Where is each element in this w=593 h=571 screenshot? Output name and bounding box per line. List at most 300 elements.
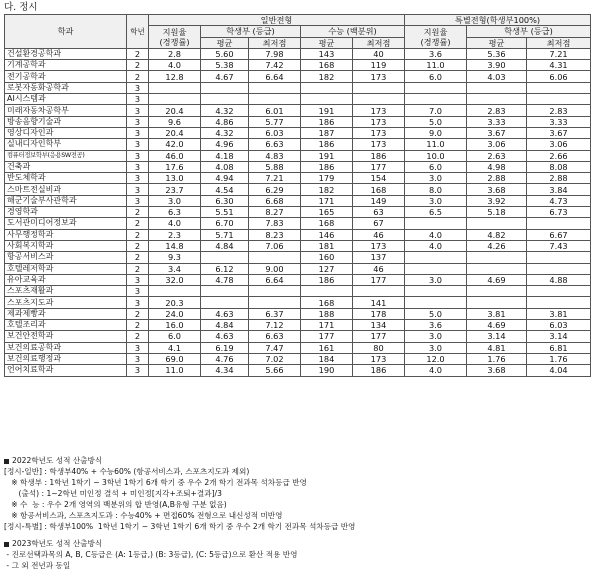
cell-s-min: 1.76 — [527, 353, 591, 364]
cell-yr: 2 — [127, 240, 149, 251]
cell-dept: 보건의료행정과 — [5, 353, 127, 364]
cell-g-sn-min: 149 — [353, 195, 405, 206]
cell-g-sn-min: 137 — [353, 252, 405, 263]
cell-s-min: 6.81 — [527, 342, 591, 353]
cell-s-avg — [467, 218, 527, 229]
cell-s-avg: 4.98 — [467, 161, 527, 172]
cell-yr: 2 — [127, 331, 149, 342]
note-line — [4, 538, 590, 549]
table-body — [5, 48, 591, 376]
cell-s-avg: 2.83 — [467, 105, 527, 116]
cell-s-avg: 3.33 — [467, 116, 527, 127]
cell-yr: 2 — [127, 218, 149, 229]
cell-yr: 3 — [127, 365, 149, 376]
cell-s-min: 3.67 — [527, 127, 591, 138]
note-line: ※ 수 능 : 우수 2개 영역의 백분위의 합 반영(A,B유형 구분 없음) — [4, 500, 227, 509]
table-row — [5, 342, 591, 353]
cell-g-sn-min: 186 — [353, 365, 405, 376]
cell-g-sb-avg: 4.32 — [201, 127, 249, 138]
header-special: 특별전형(학생부100%) — [405, 15, 591, 26]
cell-g-sb-min: 4.83 — [249, 150, 301, 161]
cell-g-sb-avg: 4.54 — [201, 184, 249, 195]
cell-s-avg: 3.90 — [467, 60, 527, 71]
cell-s-min — [527, 263, 591, 274]
table-row — [5, 60, 591, 71]
cell-s-avg: 3.06 — [467, 139, 527, 150]
cell-dept: 호텔조리과 — [5, 320, 127, 331]
cell-g-sn-min: 173 — [353, 139, 405, 150]
note-line: [정시-일반] : 학생부40% + 수능60% (항공서비스과, 스포츠지도과 제외) — [4, 467, 250, 476]
cell-g-sn-min: 178 — [353, 308, 405, 319]
cell-g-sb-min: 6.64 — [249, 274, 301, 285]
cell-g-sn-min: 177 — [353, 161, 405, 172]
cell-g-sb-avg: 5.51 — [201, 207, 249, 218]
cell-g-sb-avg: 6.70 — [201, 218, 249, 229]
cell-s-rate: 4.0 — [405, 240, 467, 251]
cell-s-rate: 3.0 — [405, 331, 467, 342]
cell-g-sn-min: 186 — [353, 150, 405, 161]
cell-s-avg: 3.68 — [467, 184, 527, 195]
note-line: (출석) : 1~2학년 미인정 결석 + 미인정[지각+조퇴+결과]/3 — [4, 489, 222, 498]
cell-g-sn-avg: 168 — [301, 297, 353, 308]
note-line: ※ 학생부 : 1학년 1학기 ~ 3학년 1학기 6개 학기 중 우수 2개 학기 전과목 석차등급 반영 — [4, 478, 307, 487]
cell-dept: 경영학과 — [5, 207, 127, 218]
cell-g-sb-min: 8.27 — [249, 207, 301, 218]
cell-g-sb-avg: 6.19 — [201, 342, 249, 353]
cell-g-sn-avg: 187 — [301, 127, 353, 138]
cell-s-min — [527, 286, 591, 297]
cell-dept: 사무행정학과 — [5, 229, 127, 240]
cell-g-rate: 16.0 — [149, 320, 201, 331]
cell-g-sb-min: 6.68 — [249, 195, 301, 206]
cell-yr: 3 — [127, 161, 149, 172]
cell-s-rate: 3.0 — [405, 274, 467, 285]
cell-dept: 사회복지학과 — [5, 240, 127, 251]
cell-yr: 3 — [127, 116, 149, 127]
cell-g-sb-avg: 4.78 — [201, 274, 249, 285]
cell-dept: 영상디자인과 — [5, 127, 127, 138]
cell-s-avg — [467, 297, 527, 308]
cell-s-rate — [405, 218, 467, 229]
cell-yr: 3 — [127, 139, 149, 150]
cell-g-sn-avg: 182 — [301, 71, 353, 82]
cell-s-rate — [405, 82, 467, 93]
cell-s-avg: 5.36 — [467, 48, 527, 59]
cell-s-min — [527, 82, 591, 93]
cell-dept: 미래자동차공학부 — [5, 105, 127, 116]
cell-dept: 스포츠지도과 — [5, 297, 127, 308]
cell-g-sn-avg: 188 — [301, 308, 353, 319]
header-avg: 평균 — [201, 37, 249, 48]
cell-s-min: 2.83 — [527, 105, 591, 116]
cell-s-rate: 5.0 — [405, 308, 467, 319]
table-row — [5, 365, 591, 376]
cell-dept: 보건안전학과 — [5, 331, 127, 342]
square-bullet-icon — [4, 459, 9, 464]
header-special-competition: 지원율 (경쟁률) — [405, 26, 467, 49]
table-row — [5, 139, 591, 150]
cell-g-sb-min: 7.02 — [249, 353, 301, 364]
cell-g-sn-avg: 190 — [301, 365, 353, 376]
cell-yr: 2 — [127, 60, 149, 71]
cell-yr: 2 — [127, 252, 149, 263]
cell-g-sb-min — [249, 297, 301, 308]
cell-s-rate: 6.0 — [405, 161, 467, 172]
table-row — [5, 105, 591, 116]
cell-g-sn-avg: 127 — [301, 263, 353, 274]
cell-g-sb-min: 7.83 — [249, 218, 301, 229]
cell-g-sb-avg: 4.67 — [201, 71, 249, 82]
header-min: 최저점 — [353, 37, 405, 48]
cell-s-rate: 3.0 — [405, 342, 467, 353]
cell-yr: 3 — [127, 82, 149, 93]
cell-s-rate — [405, 297, 467, 308]
table-row — [5, 161, 591, 172]
cell-g-sn-min: 40 — [353, 48, 405, 59]
cell-s-rate — [405, 263, 467, 274]
cell-s-rate: 4.0 — [405, 365, 467, 376]
cell-g-rate — [149, 82, 201, 93]
header-general: 일반전형 — [149, 15, 405, 26]
header-avg: 평균 — [467, 37, 527, 48]
cell-g-rate: 3.4 — [149, 263, 201, 274]
cell-g-sb-avg — [201, 252, 249, 263]
cell-s-avg: 2.88 — [467, 173, 527, 184]
cell-dept: 제과제빵과 — [5, 308, 127, 319]
cell-g-sn-avg: 191 — [301, 105, 353, 116]
cell-s-rate: 10.0 — [405, 150, 467, 161]
cell-dept: 호텔레저학과 — [5, 263, 127, 274]
cell-g-sb-min: 6.63 — [249, 139, 301, 150]
cell-s-avg: 3.14 — [467, 331, 527, 342]
cell-yr: 3 — [127, 127, 149, 138]
cell-g-sn-avg: 168 — [301, 60, 353, 71]
cell-dept: 컴퓨터정보학부(응용SW전공) — [5, 150, 127, 161]
square-bullet-icon — [4, 542, 9, 547]
cell-s-rate: 3.6 — [405, 48, 467, 59]
cell-g-sb-avg — [201, 82, 249, 93]
cell-g-sn-avg: 168 — [301, 218, 353, 229]
cell-g-sb-min — [249, 94, 301, 105]
cell-yr: 2 — [127, 229, 149, 240]
header-min: 최저점 — [527, 37, 591, 48]
header-dept: 학과 — [5, 15, 127, 49]
cell-g-sb-min: 7.42 — [249, 60, 301, 71]
cell-g-rate: 20.4 — [149, 127, 201, 138]
cell-s-min: 6.67 — [527, 229, 591, 240]
note-line — [4, 455, 590, 466]
table-row — [5, 150, 591, 161]
header-min: 최저점 — [249, 37, 301, 48]
cell-g-rate: 69.0 — [149, 353, 201, 364]
cell-yr: 3 — [127, 342, 149, 353]
cell-s-rate: 6.0 — [405, 71, 467, 82]
cell-yr: 3 — [127, 286, 149, 297]
table-row — [5, 207, 591, 218]
cell-s-avg: 4.03 — [467, 71, 527, 82]
cell-yr: 3 — [127, 274, 149, 285]
cell-g-rate: 9.3 — [149, 252, 201, 263]
table-row — [5, 173, 591, 184]
cell-g-sb-avg: 5.38 — [201, 60, 249, 71]
cell-yr: 3 — [127, 184, 149, 195]
cell-g-sb-avg: 4.96 — [201, 139, 249, 150]
cell-g-sb-min: 5.88 — [249, 161, 301, 172]
cell-dept: 전기공학과 — [5, 71, 127, 82]
admission-results-table — [4, 14, 591, 377]
cell-g-sb-min: 6.37 — [249, 308, 301, 319]
cell-s-min — [527, 252, 591, 263]
cell-g-sb-avg — [201, 297, 249, 308]
cell-s-min: 2.66 — [527, 150, 591, 161]
note-line: - 그 외 전년과 동일 — [4, 561, 71, 570]
cell-dept: 언어치료학과 — [5, 365, 127, 376]
cell-yr: 3 — [127, 195, 149, 206]
cell-yr: 2 — [127, 263, 149, 274]
cell-dept: 보건의료공학과 — [5, 342, 127, 353]
table-row — [5, 263, 591, 274]
note-heading: 2022학년도 성적 산출방식 — [12, 456, 103, 465]
cell-g-sn-min: 173 — [353, 116, 405, 127]
cell-g-sn-min: 141 — [353, 297, 405, 308]
cell-g-sb-avg: 5.71 — [201, 229, 249, 240]
table-row — [5, 184, 591, 195]
cell-s-rate: 3.0 — [405, 195, 467, 206]
header-competition: 지원율 (경쟁률) — [149, 26, 201, 49]
cell-s-min: 3.06 — [527, 139, 591, 150]
cell-g-sn-avg: 161 — [301, 342, 353, 353]
table-row — [5, 274, 591, 285]
cell-g-sn-avg: 171 — [301, 320, 353, 331]
cell-s-rate: 8.0 — [405, 184, 467, 195]
cell-dept: 방송음향기술과 — [5, 116, 127, 127]
cell-s-rate: 11.0 — [405, 60, 467, 71]
cell-s-min: 7.21 — [527, 48, 591, 59]
cell-s-avg: 4.81 — [467, 342, 527, 353]
cell-g-sn-avg: 171 — [301, 195, 353, 206]
cell-s-rate — [405, 252, 467, 263]
cell-g-sb-avg: 6.12 — [201, 263, 249, 274]
cell-g-sn-avg — [301, 286, 353, 297]
cell-s-rate: 11.0 — [405, 139, 467, 150]
cell-s-avg: 2.63 — [467, 150, 527, 161]
cell-yr: 2 — [127, 308, 149, 319]
cell-g-rate: 20.3 — [149, 297, 201, 308]
cell-s-min: 3.84 — [527, 184, 591, 195]
cell-s-min: 6.06 — [527, 71, 591, 82]
cell-dept: 실내디자인학부 — [5, 139, 127, 150]
cell-s-avg — [467, 94, 527, 105]
cell-g-rate: 2.3 — [149, 229, 201, 240]
cell-s-rate: 9.0 — [405, 127, 467, 138]
cell-g-sb-avg: 4.63 — [201, 331, 249, 342]
cell-g-sb-avg: 4.32 — [201, 105, 249, 116]
cell-yr: 3 — [127, 150, 149, 161]
table-row — [5, 308, 591, 319]
cell-s-rate: 7.0 — [405, 105, 467, 116]
cell-s-rate: 3.6 — [405, 320, 467, 331]
header-special-record: 학생부 (등급) — [467, 26, 591, 37]
cell-s-min: 4.31 — [527, 60, 591, 71]
cell-g-sb-avg: 4.08 — [201, 161, 249, 172]
cell-g-sn-avg — [301, 94, 353, 105]
cell-g-sn-avg: 186 — [301, 274, 353, 285]
cell-g-sb-avg: 4.84 — [201, 320, 249, 331]
cell-g-rate: 4.0 — [149, 60, 201, 71]
header-avg: 평균 — [301, 37, 353, 48]
cell-g-sn-min: 46 — [353, 229, 405, 240]
cell-g-rate: 9.6 — [149, 116, 201, 127]
table-row — [5, 252, 591, 263]
cell-g-sb-avg: 6.30 — [201, 195, 249, 206]
cell-g-sn-avg: 143 — [301, 48, 353, 59]
cell-g-rate: 46.0 — [149, 150, 201, 161]
cell-s-avg: 5.18 — [467, 207, 527, 218]
cell-g-rate: 12.8 — [149, 71, 201, 82]
cell-s-avg: 3.67 — [467, 127, 527, 138]
cell-s-min: 6.03 — [527, 320, 591, 331]
cell-g-sb-avg: 4.94 — [201, 173, 249, 184]
cell-g-rate: 3.0 — [149, 195, 201, 206]
cell-g-sn-min: 173 — [353, 127, 405, 138]
header-year: 학년 — [127, 15, 149, 49]
cell-g-sn-avg: 184 — [301, 353, 353, 364]
cell-yr: 2 — [127, 48, 149, 59]
cell-s-rate: 4.0 — [405, 229, 467, 240]
cell-yr: 3 — [127, 94, 149, 105]
cell-g-sb-min: 7.21 — [249, 173, 301, 184]
cell-g-sn-avg: 160 — [301, 252, 353, 263]
note-line: [정시-특별] : 학생부100% 1학년 1학기 ~ 3학년 1학기 6개 학기 중 우수 2개 학기 전과목 석차등급 반영 — [4, 522, 356, 531]
table-row — [5, 218, 591, 229]
cell-yr: 3 — [127, 173, 149, 184]
cell-s-min — [527, 297, 591, 308]
cell-g-sn-avg: 146 — [301, 229, 353, 240]
cell-dept: 반도체학과 — [5, 173, 127, 184]
cell-yr: 3 — [127, 105, 149, 116]
cell-s-min: 4.73 — [527, 195, 591, 206]
cell-dept: 로봇자동화공학과 — [5, 82, 127, 93]
cell-s-avg: 4.26 — [467, 240, 527, 251]
cell-g-sn-min: 134 — [353, 320, 405, 331]
cell-g-sb-min: 7.98 — [249, 48, 301, 59]
cell-g-sb-min: 9.00 — [249, 263, 301, 274]
cell-g-sn-min: 119 — [353, 60, 405, 71]
cell-g-sn-avg — [301, 82, 353, 93]
cell-yr: 2 — [127, 320, 149, 331]
cell-dept: AI시스템과 — [5, 94, 127, 105]
cell-dept: 도서관미디어정보과 — [5, 218, 127, 229]
cell-g-sn-min: 173 — [353, 105, 405, 116]
cell-dept: 기계공학과 — [5, 60, 127, 71]
cell-s-min: 4.04 — [527, 365, 591, 376]
cell-s-min: 2.88 — [527, 173, 591, 184]
cell-g-sb-min: 6.63 — [249, 331, 301, 342]
cell-s-min — [527, 94, 591, 105]
section-title: 다. 정시 — [4, 2, 38, 13]
cell-g-sb-min: 7.12 — [249, 320, 301, 331]
cell-g-rate — [149, 286, 201, 297]
table-row — [5, 127, 591, 138]
cell-g-rate: 42.0 — [149, 139, 201, 150]
cell-g-sn-avg: 186 — [301, 161, 353, 172]
cell-dept: 유아교육과 — [5, 274, 127, 285]
cell-yr: 2 — [127, 207, 149, 218]
table-row — [5, 82, 591, 93]
cell-s-avg: 1.76 — [467, 353, 527, 364]
header-suneung: 수능 (백분위) — [301, 26, 405, 37]
cell-g-rate: 6.0 — [149, 331, 201, 342]
cell-s-avg — [467, 286, 527, 297]
cell-dept: 스포츠재활과 — [5, 286, 127, 297]
cell-s-min — [527, 218, 591, 229]
cell-g-sb-avg: 4.18 — [201, 150, 249, 161]
cell-g-sb-avg: 4.34 — [201, 365, 249, 376]
table-row — [5, 71, 591, 82]
cell-s-avg — [467, 252, 527, 263]
cell-g-rate: 11.0 — [149, 365, 201, 376]
cell-s-min: 3.14 — [527, 331, 591, 342]
table-row — [5, 116, 591, 127]
cell-g-sn-min: 46 — [353, 263, 405, 274]
cell-g-sb-min: 5.66 — [249, 365, 301, 376]
cell-s-min: 4.88 — [527, 274, 591, 285]
cell-g-sb-min: 6.03 — [249, 127, 301, 138]
cell-g-sn-avg: 177 — [301, 331, 353, 342]
note-line: - 진로선택과목의 A, B, C등급은 (A: 1등급,) (B: 3등급), (C: 5등급)으로 환산 적용 반영 — [4, 550, 298, 559]
cell-s-avg — [467, 82, 527, 93]
cell-s-avg: 3.92 — [467, 195, 527, 206]
table-row — [5, 94, 591, 105]
cell-g-rate: 4.0 — [149, 218, 201, 229]
cell-s-rate: 12.0 — [405, 353, 467, 364]
cell-g-sb-avg: 5.60 — [201, 48, 249, 59]
notes-section — [4, 455, 590, 571]
cell-g-sn-min: 177 — [353, 331, 405, 342]
cell-g-sb-min: 6.29 — [249, 184, 301, 195]
cell-g-sn-avg: 186 — [301, 116, 353, 127]
cell-g-sb-min — [249, 252, 301, 263]
cell-g-rate — [149, 94, 201, 105]
cell-g-rate: 14.8 — [149, 240, 201, 251]
cell-g-sn-min: 63 — [353, 207, 405, 218]
table-row — [5, 353, 591, 364]
cell-s-min: 7.43 — [527, 240, 591, 251]
cell-g-sn-avg: 186 — [301, 139, 353, 150]
cell-g-sn-min: 177 — [353, 274, 405, 285]
cell-dept: 스마트전실비과 — [5, 184, 127, 195]
cell-s-rate — [405, 286, 467, 297]
cell-g-sb-min: 7.47 — [249, 342, 301, 353]
cell-g-sb-min: 6.01 — [249, 105, 301, 116]
table-row — [5, 195, 591, 206]
table-row — [5, 48, 591, 59]
cell-s-avg: 4.69 — [467, 320, 527, 331]
cell-g-sn-min: 168 — [353, 184, 405, 195]
table-row — [5, 320, 591, 331]
cell-g-sn-min: 173 — [353, 353, 405, 364]
cell-g-sn-avg: 191 — [301, 150, 353, 161]
cell-yr: 3 — [127, 353, 149, 364]
table-row — [5, 331, 591, 342]
table-row — [5, 297, 591, 308]
cell-g-sn-avg: 165 — [301, 207, 353, 218]
cell-g-sb-avg: 4.76 — [201, 353, 249, 364]
cell-s-avg: 4.82 — [467, 229, 527, 240]
cell-s-rate — [405, 94, 467, 105]
cell-g-rate: 6.3 — [149, 207, 201, 218]
cell-s-rate: 5.0 — [405, 116, 467, 127]
